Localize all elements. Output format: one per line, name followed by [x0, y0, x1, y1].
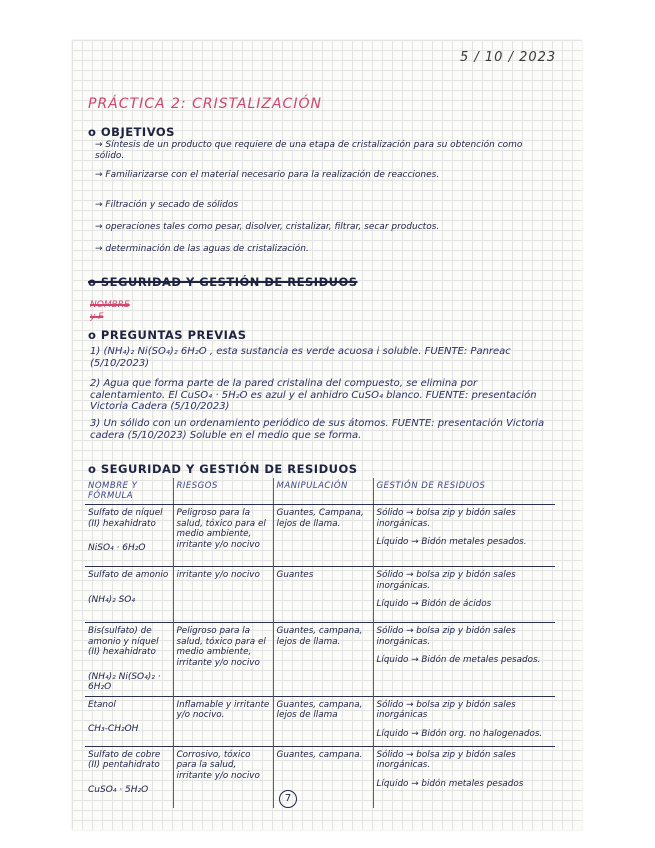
row-manipulacion: Guantes, campana, lejos de llama: [273, 696, 373, 746]
row-formula: CH₃-CH₂OH: [88, 724, 139, 734]
preguntas-heading: o PREGUNTAS PREVIAS: [88, 328, 247, 342]
table-row: [85, 696, 555, 746]
row-formula: (NH₄)₂ Ni(SO₄)₂ · 6H₂O: [88, 671, 161, 692]
objetivos-heading: o OBJETIVOS: [88, 125, 175, 139]
row-gestion-liquido: Líquido → Bidón de ácidos: [376, 599, 492, 609]
date: 5 / 10 / 2023: [460, 50, 557, 65]
row-gestion-solido: Sólido → bolsa zip y bidón sales inorgánicas.: [376, 570, 516, 591]
pregunta-3: 3) Un sólido con un ordenamiento periódico de sus átomos. FUENTE: presentación Victoria cadera (5/10/2023) Soluble en el medio que se forma.: [90, 418, 545, 441]
row-formula: CuSO₄ · 5H₂O: [88, 784, 149, 795]
row-gestion-solido: Sólido → bolsa zip y bidón sales inorgánicas.: [376, 508, 516, 529]
table-row: [85, 746, 555, 808]
row-riesgos: Peligroso para la salud, tóxico para el medio ambiente, irritante y/o nocivo: [173, 505, 273, 567]
row-riesgos: Inflamable y irritante y/o nocivo.: [173, 696, 273, 746]
row-riesgos: Peligroso para la salud, tóxico para el medio ambiente, irritante y/o nocivo: [173, 623, 273, 697]
header-gestion: GESTIÓN DE RESIDUOS: [373, 478, 555, 505]
page-number: 7: [279, 790, 297, 808]
pregunta-1: 1) (NH₄)₂ Ni(SO₄)₂ 6H₂O , esta sustancia es verde acuosa i soluble. FUENTE: Panreac (5/10/2023): [90, 346, 511, 369]
row-gestion-liquido: Líquido → Bidón de metales pesados.: [376, 655, 541, 665]
objetivo-item-1: → Síntesis de un producto que requiere de una etapa de cristalización para su obtención como sólido.: [95, 140, 523, 161]
table-row: [85, 505, 555, 567]
row-nombre: Sulfato de amonio: [88, 570, 169, 580]
struck-nombre-2: y F: [90, 312, 104, 322]
row-gestion-solido: Sólido → bolsa zip y bidón sales inorgánicas.: [376, 749, 516, 770]
table-row: [85, 623, 555, 697]
header-manipulacion: MANIPULACIÓN: [273, 478, 373, 505]
row-gestion-liquido: Líquido → Bidón metales pesados.: [376, 537, 527, 547]
row-nombre: Sulfato de níquel (II) hexahidrato: [88, 508, 163, 529]
struck-heading: o SEGURIDAD Y GESTIÓN DE RESIDUOS: [88, 275, 358, 289]
page-title: PRÁCTICA 2: CRISTALIZACIÓN: [88, 96, 322, 112]
row-manipulacion: Guantes, campana, lejos de llama.: [273, 623, 373, 697]
row-manipulacion: Guantes, Campana, lejos de llama.: [273, 505, 373, 567]
table-row: [85, 567, 555, 623]
pregunta-2: 2) Agua que forma parte de la pared cristalina del compuesto, se elimina por calentamiento. El CuSO₄ · 5H₂O es azul y el anhidro CuSO₄ blanco. FUENTE: presentación Victoria Cadera (5/10/2023): [90, 378, 537, 412]
header-nombre: NOMBRE Y FÓRMULA: [85, 478, 173, 505]
row-gestion-liquido: Líquido → bidón metales pesados: [376, 778, 524, 789]
row-gestion-solido: Sólido → bolsa zip y bidón sales inorgánicas.: [376, 626, 516, 647]
objetivo-item-4: → operaciones tales como pesar, disolver, cristalizar, filtrar, secar productos.: [95, 222, 440, 232]
row-nombre: Sulfato de cobre (II) pentahidrato: [88, 749, 161, 770]
row-gestion-solido: Sólido → bolsa zip y bidón sales inorgánicas: [376, 699, 516, 720]
row-riesgos: Corrosivo, tóxico para la salud, irritante y/o nocivo: [173, 746, 273, 808]
objetivo-item-2: → Familiarizarse con el material necesario para la realización de reacciones.: [95, 170, 440, 180]
objetivo-item-3: → Filtración y secado de sólidos: [95, 200, 239, 210]
struck-nombre: NOMBRE: [90, 300, 130, 310]
row-nombre: Etanol: [88, 699, 116, 710]
row-riesgos: irritante y/o nocivo: [173, 567, 273, 623]
header-riesgos: RIESGOS: [173, 478, 273, 505]
row-nombre: Bis(sulfato) de amonio y níquel (II) hexahidrato: [88, 626, 159, 657]
safety-table: [85, 478, 555, 808]
objetivo-item-5: → determinación de las aguas de cristalización.: [95, 244, 309, 254]
row-manipulacion: Guantes, campana.: [273, 746, 373, 808]
seguridad-heading: o SEGURIDAD Y GESTIÓN DE RESIDUOS: [88, 462, 358, 476]
row-gestion-liquido: Líquido → Bidón org. no halogenados.: [376, 728, 543, 739]
row-formula: NiSO₄ · 6H₂O: [88, 543, 146, 553]
row-manipulacion: Guantes: [273, 567, 373, 623]
row-formula: (NH₄)₂ SO₄: [88, 594, 136, 605]
